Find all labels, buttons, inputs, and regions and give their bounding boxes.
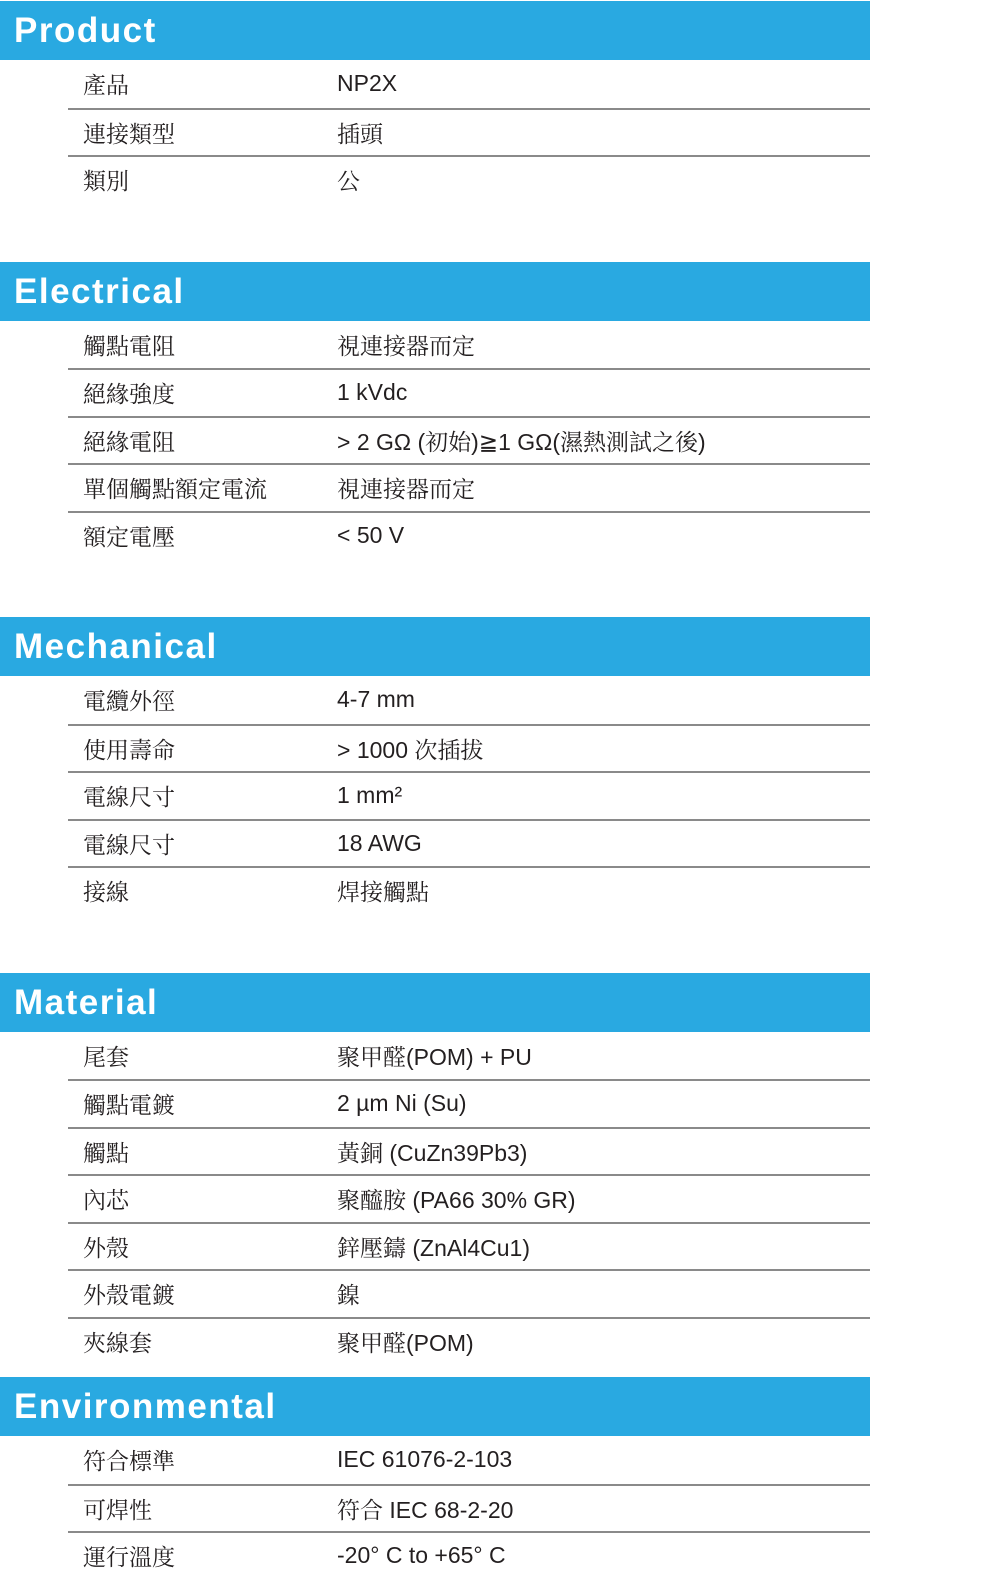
spec-value: 公 (337, 168, 360, 195)
spec-value: 黃銅 (CuZn39Pb3) (337, 1139, 528, 1166)
spec-value: 1 mm² (337, 782, 403, 809)
spec-row (68, 1174, 870, 1222)
spec-table-electrical (68, 321, 870, 559)
section-material (0, 973, 1000, 1365)
spec-value: -20° C to +65° C (337, 1542, 506, 1569)
section-title-environmental: Environmental (14, 1387, 277, 1426)
spec-value: 4-7 mm (337, 686, 415, 713)
spec-label: 觸點電阻 (83, 332, 175, 359)
spec-row (68, 60, 870, 108)
spec-label: 單個觸點額定電流 (83, 476, 267, 503)
spec-label: 外殼電鍍 (83, 1282, 175, 1309)
spec-row (68, 1079, 870, 1127)
spec-row (68, 1269, 870, 1317)
spec-row (68, 819, 870, 867)
spec-value: 2 µm Ni (Su) (337, 1090, 467, 1117)
spec-value: 聚甲醛(POM) + PU (337, 1043, 532, 1070)
spec-value: 視連接器而定 (337, 476, 475, 503)
spec-row (68, 771, 870, 819)
spec-table-product (68, 60, 870, 203)
spec-table-mechanical (68, 676, 870, 914)
spec-row (68, 676, 870, 724)
section-header-electrical (0, 262, 870, 321)
spec-row (68, 368, 870, 416)
spec-row (68, 1032, 870, 1080)
spec-label: 連接類型 (83, 120, 175, 147)
spec-label: 類別 (83, 168, 129, 195)
section-header-mechanical (0, 617, 870, 676)
spec-table-material (68, 1032, 870, 1365)
spec-row (68, 1127, 870, 1175)
spec-value: 聚甲醛(POM) (337, 1329, 474, 1356)
spec-value: 焊接觸點 (337, 879, 429, 906)
spec-label: 電纜外徑 (83, 688, 175, 715)
section-header-product (0, 1, 870, 60)
spec-label: 絕緣電阻 (83, 428, 175, 455)
spec-value: 鎳 (337, 1282, 360, 1309)
spec-value: 插頭 (337, 120, 383, 147)
spec-label: 夾線套 (83, 1329, 152, 1356)
spec-label: 產品 (83, 72, 129, 99)
spec-label: 符合標準 (83, 1448, 175, 1475)
spec-row (68, 866, 870, 914)
spec-value: > 2 GΩ (初始)≧1 GΩ(濕熱測試之後) (337, 428, 706, 455)
spec-value: < 50 V (337, 521, 405, 548)
spec-value: 1 kVdc (337, 379, 408, 406)
section-title-electrical: Electrical (14, 271, 185, 311)
spec-row (68, 155, 870, 203)
spec-label: 內芯 (83, 1187, 129, 1214)
spec-row (68, 1484, 870, 1532)
section-mechanical (0, 617, 1000, 914)
spec-value: 符合 IEC 68-2-20 (337, 1496, 514, 1523)
spec-label: 可焊性 (83, 1496, 152, 1523)
spec-label: 外殼 (83, 1234, 129, 1261)
spec-label: 運行溫度 (83, 1544, 175, 1571)
section-environmental (0, 1377, 1000, 1579)
spec-row (68, 416, 870, 464)
spec-label: 使用壽命 (83, 736, 175, 763)
spec-value: IEC 61076-2-103 (337, 1446, 513, 1473)
spec-row (68, 463, 870, 511)
spec-label: 電線尺寸 (83, 831, 175, 858)
section-header-environmental (0, 1377, 870, 1436)
section-title-mechanical: Mechanical (14, 627, 218, 666)
spec-label: 電線尺寸 (83, 784, 175, 811)
section-electrical (0, 262, 1000, 559)
spec-row (68, 1222, 870, 1270)
spec-label: 絕緣強度 (83, 381, 175, 408)
spec-value: 18 AWG (337, 829, 422, 856)
spec-label: 觸點 (83, 1139, 129, 1166)
spec-label: 額定電壓 (83, 523, 175, 550)
spec-row (68, 1531, 870, 1579)
spec-row (68, 724, 870, 772)
section-title-material: Material (14, 982, 159, 1022)
spec-value: 聚醯胺 (PA66 30% GR) (337, 1187, 576, 1214)
spec-row (68, 1317, 870, 1365)
spec-value: > 1000 次插拔 (337, 736, 484, 763)
spec-label: 尾套 (83, 1043, 129, 1070)
spec-value: 視連接器而定 (337, 332, 475, 359)
spec-row (68, 321, 870, 369)
spec-row (68, 511, 870, 559)
spec-row (68, 108, 870, 156)
section-header-material (0, 973, 870, 1032)
spec-label: 觸點電鍍 (83, 1092, 175, 1119)
spec-table-environmental (68, 1436, 870, 1579)
spec-value: 鋅壓鑄 (ZnAl4Cu1) (337, 1234, 530, 1261)
spec-value: NP2X (337, 70, 398, 97)
section-title-product: Product (14, 11, 157, 50)
spec-row (68, 1436, 870, 1484)
spec-label: 接線 (83, 879, 129, 906)
section-product (0, 1, 1000, 203)
